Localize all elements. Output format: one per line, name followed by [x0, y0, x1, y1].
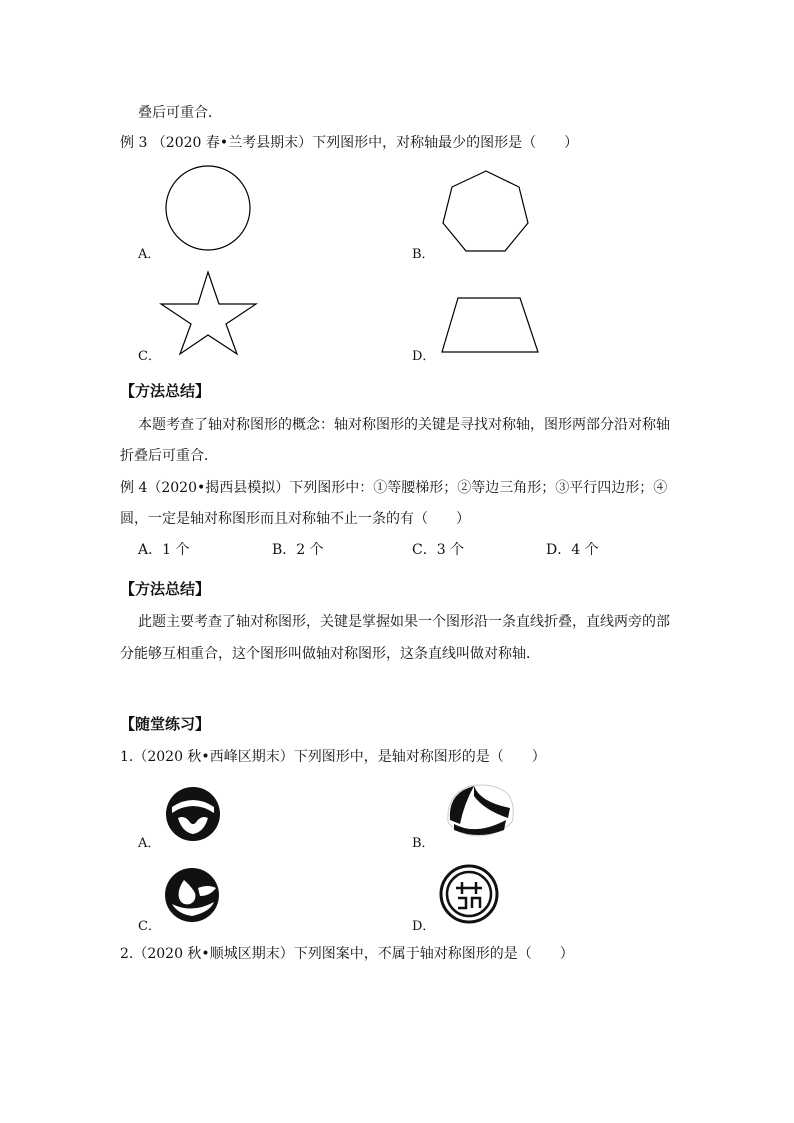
logo-b-year-text: 2020: [466, 819, 489, 829]
practice-question-2: 2.（2020 秋•顺城区期末）下列图案中，不属于轴对称图形的是（ ）: [120, 946, 574, 962]
summary-2-line-2: 分能够互相重合，这个图形叫做轴对称图形，这条直线叫做对称轴．: [120, 646, 540, 662]
method-summary-heading: 【方法总结】: [120, 382, 211, 400]
practice-heading: 【随堂练习】: [120, 715, 211, 733]
trapezoid-figure: [440, 296, 542, 356]
example-4-question-line-2: 圆，一定是轴对称图形而且对称轴不止一条的有（ ）: [120, 511, 470, 527]
option-b-label[interactable]: B．: [412, 247, 435, 262]
logo-c-figure: [164, 866, 224, 926]
example-4-option-d[interactable]: D．4 个: [546, 542, 599, 558]
q1-option-c-label[interactable]: C．: [138, 919, 161, 934]
example-4-option-c[interactable]: C．3 个: [412, 542, 465, 558]
circle-figure: [160, 163, 256, 259]
continued-text: 叠后可重合．: [138, 105, 222, 121]
example-4-option-b[interactable]: B．2 个: [272, 542, 324, 558]
practice-question-1: 1.（2020 秋•西峰区期末）下列图形中，是轴对称图形的是（ ）: [120, 749, 546, 765]
logo-d-figure: [438, 864, 500, 926]
example-4-option-a[interactable]: A．1 个: [138, 542, 190, 558]
option-a-label[interactable]: A．: [138, 247, 161, 262]
q1-option-a-label[interactable]: A．: [138, 836, 161, 851]
summary-1-line-2: 折叠后可重合．: [120, 448, 218, 464]
q1-option-b-label[interactable]: B．: [412, 836, 435, 851]
example-4-question-line-1: 例 4（2020•揭西县模拟）下列图形中：①等腰梯形；②等边三角形；③平行四边形；④: [120, 480, 668, 496]
option-d-label[interactable]: D．: [412, 349, 436, 364]
logo-b-figure: [440, 778, 520, 842]
q1-option-d-label[interactable]: D．: [412, 919, 436, 934]
heptagon-figure: [438, 168, 538, 258]
option-c-label[interactable]: C．: [138, 349, 161, 364]
summary-2-line-1: 此题主要考查了轴对称图形，关键是掌握如果一个图形沿一条直线折叠，直线两旁的部: [138, 614, 670, 630]
summary-1-line-1: 本题考查了轴对称图形的概念：轴对称图形的关键是寻找对称轴，图形两部分沿对称轴: [138, 417, 670, 433]
star-figure: [163, 268, 263, 358]
method-summary-heading: 【方法总结】: [120, 580, 211, 598]
logo-a-figure: [164, 785, 224, 845]
example-3-question: 例 3 （2020 春•兰考县期末）下列图形中，对称轴最少的图形是（ ）: [120, 135, 579, 151]
